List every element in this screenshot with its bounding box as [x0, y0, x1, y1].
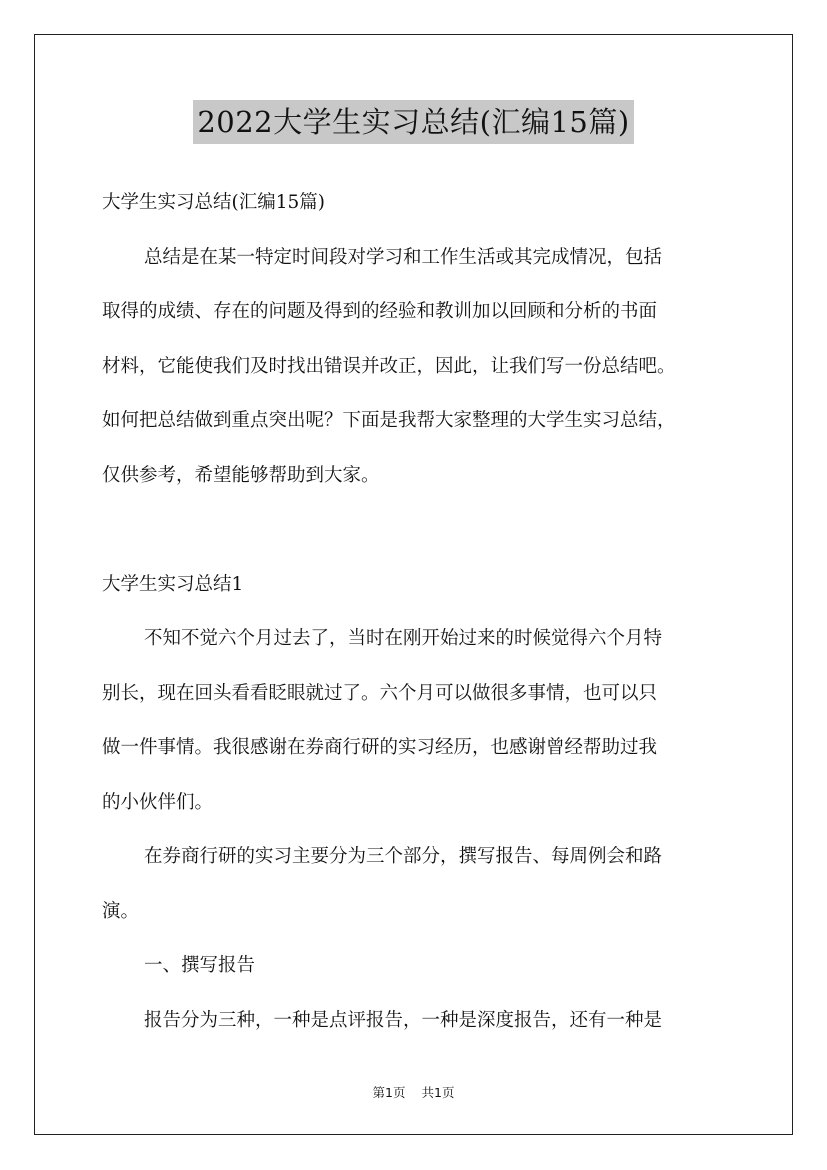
- paragraph-line: 材料，它能使我们及时找出错误并改正，因此，让我们写一份总结吧。: [102, 355, 676, 377]
- document-title: 2022大学生实习总结(汇编15篇): [193, 100, 633, 144]
- document-body: [102, 176, 742, 1048]
- page-footer: [0, 1083, 827, 1101]
- paragraph-line: 的小伙伴们。: [102, 791, 214, 813]
- paragraph-line: 在券商行研的实习主要分为三个部分，撰写报告、每周例会和路: [144, 846, 663, 867]
- paragraph-line: 仅供参考，希望能够帮助到大家。: [102, 464, 380, 486]
- paragraph-line: 做一件事情。我很感谢在券商行研的实习经历，也感谢曾经帮助过我: [102, 737, 658, 758]
- paragraph-line: 不知不觉六个月过去了，当时在刚开始过来的时候觉得六个月特: [144, 628, 663, 649]
- paragraph-line: 演。: [102, 900, 140, 922]
- subheading: 一、撰写报告: [144, 955, 256, 976]
- title-container: [0, 100, 827, 144]
- paragraph-line: 别长，现在回头看看眨眼就过了。六个月可以做很多事情，也可以只: [102, 682, 658, 704]
- page-number: 第1页: [372, 1085, 406, 1100]
- paragraph-line: 如何把总结做到重点突出呢？下面是我帮大家整理的大学生实习总结，: [102, 410, 676, 431]
- document-subtitle: 大学生实习总结(汇编15篇): [102, 192, 325, 213]
- paragraph-line: 取得的成绩、存在的问题及得到的经验和教训加以回顾和分析的书面: [102, 301, 658, 322]
- paragraph-line: 报告分为三种，一种是点评报告，一种是深度报告，还有一种是: [144, 1009, 663, 1031]
- paragraph-line: 总结是在某一特定时间段对学习和工作生活或其完成情况，包括: [144, 246, 663, 268]
- section-heading: 大学生实习总结1: [102, 573, 244, 595]
- page-total: 共1页: [421, 1085, 455, 1100]
- blank-line: [102, 503, 742, 558]
